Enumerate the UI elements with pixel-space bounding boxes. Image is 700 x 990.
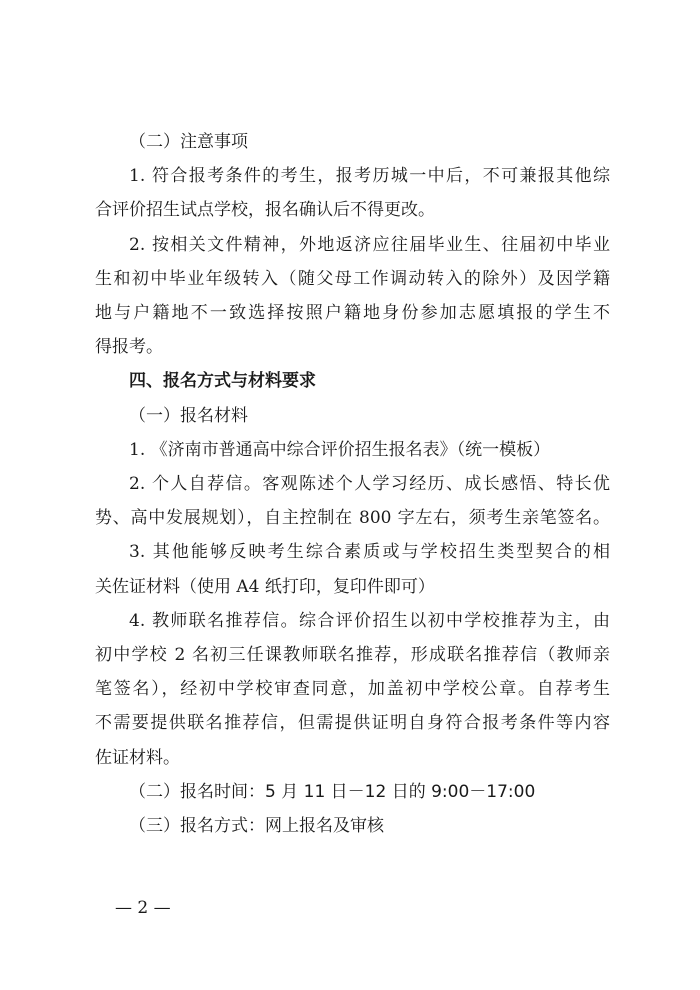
document-body (95, 125, 610, 843)
section-heading-registration: 四、报名方式与材料要求 (129, 371, 316, 392)
section-heading-materials: （一）报名材料 (129, 405, 248, 426)
paragraph-line: 佐证材料。 (95, 747, 180, 768)
paragraph-line: 生和初中毕业年级转入（随父母工作调动转入的除外）及因学籍 (95, 268, 610, 289)
paragraph-line: 2. 个人自荐信。客观陈述个人学习经历、成长感悟、特长优 (129, 474, 610, 495)
paragraph-line: 得报考。 (95, 337, 163, 358)
paragraph-line: 笔签名），经初中学校审查同意，加盖初中学校公章。自荐考生 (95, 679, 610, 700)
paragraph-line: 合评价招生试点学校，报名确认后不得更改。 (95, 200, 435, 221)
paragraph-line: 不需要提供联名推荐信，但需提供证明自身符合报考条件等内容 (95, 713, 610, 734)
paragraph-line: 1. 《济南市普通高中综合评价招生报名表》（统一模板） (129, 439, 551, 460)
paragraph-line: 地与户籍地不一致选择按照户籍地身份参加志愿填报的学生不 (95, 303, 610, 324)
paragraph-line: 2. 按相关文件精神，外地返济应往届毕业生、往届初中毕业 (129, 234, 610, 255)
paragraph-line: 4. 教师联名推荐信。综合评价招生以初中学校推荐为主，由 (129, 610, 610, 631)
paragraph-line: 1. 符合报考条件的考生，报考历城一中后，不可兼报其他综 (129, 166, 610, 187)
paragraph-line: 关佐证材料（使用 A4 纸打印，复印件即可） (95, 576, 435, 597)
section-heading-registration-time: （二）报名时间：5 月 11 日－12 日的 9:00－17:00 (129, 781, 536, 802)
paragraph-line: 初中学校 2 名初三任课教师联名推荐，形成联名推荐信（教师亲 (95, 645, 610, 666)
paragraph-line: 3. 其他能够反映考生综合素质或与学校招生类型契合的相 (129, 542, 610, 563)
page-number: — 2 — (115, 898, 171, 918)
paragraph-line: 势、高中发展规划），自主控制在 800 字左右，须考生亲笔签名。 (95, 508, 610, 529)
section-heading-notes: （二）注意事项 (129, 132, 248, 152)
section-heading-registration-method: （三）报名方式：网上报名及审核 (129, 816, 384, 837)
